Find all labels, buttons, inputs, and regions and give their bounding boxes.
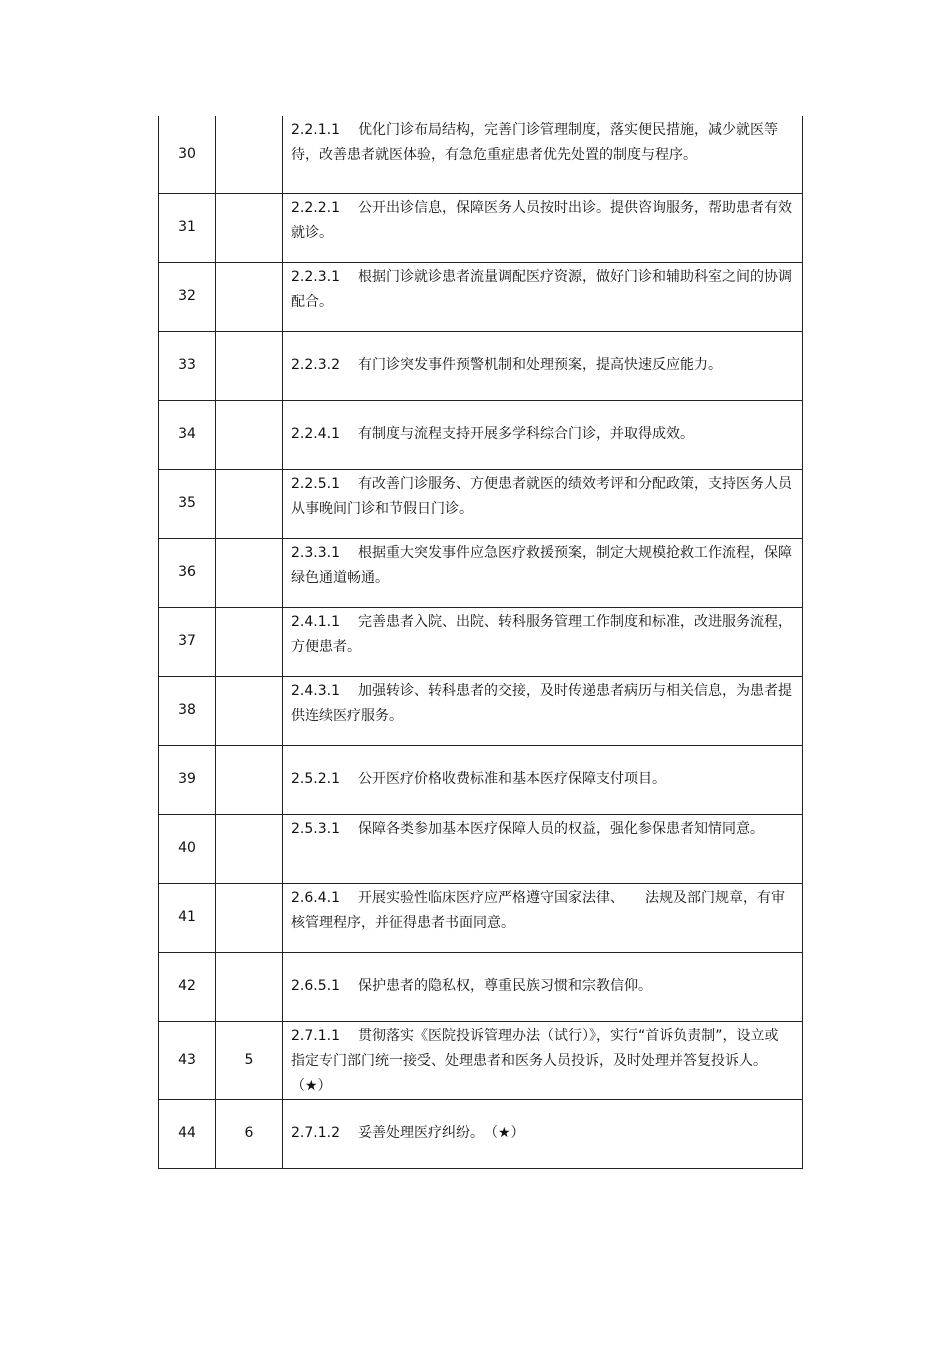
standard-cell [283,1021,803,1099]
standard-cell [283,193,803,262]
table-row [159,814,803,883]
core-item-number [216,676,283,745]
standard-text: 根据重大突发事件应急医疗救援预案，制定大规模抢救工作流程，保障绿色通道畅通。 [291,544,792,586]
row-number: 33 [159,331,216,400]
standard-code: 2.2.1.1 [291,122,340,138]
standard-code: 2.2.2.1 [291,199,340,216]
standard-code: 2.2.3.1 [291,268,340,285]
standard-text: 保护患者的隐私权，尊重民族习惯和宗教信仰。 [357,978,652,994]
standard-text: 完善患者入院、出院、转科服务管理工作制度和标准，改进服务流程，方便患者。 [291,613,792,655]
row-number: 34 [159,400,216,469]
row-number: 30 [159,116,216,193]
table-row [159,469,803,538]
standard-cell [283,952,803,1021]
standard-cell [283,607,803,676]
core-item-number [216,331,283,400]
row-number: 38 [159,676,216,745]
standard-cell [283,676,803,745]
table-row [159,607,803,676]
table-row [159,1099,803,1168]
standard-code: 2.2.5.1 [291,475,340,492]
row-number: 31 [159,193,216,262]
standard-code: 2.5.2.1 [291,771,340,787]
table-row [159,400,803,469]
row-number: 40 [159,814,216,883]
table-row [159,883,803,952]
standard-code: 2.6.5.1 [291,978,340,994]
standard-text: 保障各类参加基本医疗保障人员的权益，强化参保患者知情同意。 [357,820,764,837]
standard-cell [283,538,803,607]
core-item-number [216,400,283,469]
core-item-number [216,116,283,193]
standard-text: 有门诊突发事件预警机制和处理预案，提高快速反应能力。 [357,357,722,373]
standard-code: 2.2.4.1 [291,426,340,442]
standard-code: 2.3.3.1 [291,544,340,561]
core-item-number [216,883,283,952]
standard-text: 根据门诊就诊患者流量调配医疗资源，做好门诊和辅助科室之间的协调配合。 [291,268,792,310]
standard-cell [283,745,803,814]
row-number: 42 [159,952,216,1021]
table-row [159,1021,803,1099]
core-item-number [216,538,283,607]
standard-code: 2.4.3.1 [291,682,340,699]
core-item-number [216,262,283,331]
row-number: 35 [159,469,216,538]
standards-table [158,116,803,1169]
standard-cell [283,116,803,193]
standard-text: 有制度与流程支持开展多学科综合门诊，并取得成效。 [357,426,694,442]
core-item-number [216,607,283,676]
standard-code: 2.4.1.1 [291,613,340,630]
standard-text: 公开医疗价格收费标准和基本医疗保障支付项目。 [357,771,666,787]
table-body [159,116,803,1168]
standard-text: 贯彻落实《医院投诉管理办法（试行）》，实行“首诉负责制”，设立或指定专门部门统一接受、处理患者和医务人员投诉，及时处理并答复投诉人。（★） [291,1027,779,1094]
row-number: 41 [159,883,216,952]
core-item-number: 6 [216,1099,283,1168]
table-row [159,745,803,814]
standard-cell [283,469,803,538]
standard-text: 加强转诊、转科患者的交接，及时传递患者病历与相关信息，为患者提供连续医疗服务。 [291,682,792,724]
core-item-number [216,193,283,262]
standard-cell [283,331,803,400]
core-item-number [216,469,283,538]
row-number: 36 [159,538,216,607]
core-item-number [216,952,283,1021]
standard-code: 2.6.4.1 [291,889,340,906]
table-row [159,116,803,193]
table-row [159,952,803,1021]
row-number: 32 [159,262,216,331]
standard-cell [283,814,803,883]
table-row [159,262,803,331]
table-row [159,676,803,745]
standard-text: 妥善处理医疗纠纷。 （★） [357,1125,525,1141]
standard-text: 公开出诊信息，保障医务人员按时出诊。提供咨询服务，帮助患者有效就诊。 [291,199,792,241]
standard-cell [283,262,803,331]
table-row [159,538,803,607]
standard-cell [283,883,803,952]
core-item-number [216,745,283,814]
standard-code: 2.5.3.1 [291,820,340,837]
standard-cell [283,1099,803,1168]
standard-text: 开展实验性临床医疗应严格遵守国家法律、 法规及部门规章，有审核管理程序，并征得患者书面同意。 [291,889,785,931]
core-item-number [216,814,283,883]
row-number: 43 [159,1021,216,1099]
standard-code: 2.7.1.2 [291,1125,340,1141]
row-number: 44 [159,1099,216,1168]
standard-text: 有改善门诊服务、方便患者就医的绩效考评和分配政策，支持医务人员从事晚间门诊和节假日门诊。 [291,475,792,517]
row-number: 37 [159,607,216,676]
standard-code: 2.2.3.2 [291,357,340,373]
row-number: 39 [159,745,216,814]
standard-text: 优化门诊布局结构，完善门诊管理制度，落实便民措施，减少就医等待，改善患者就医体验，有急危重症患者优先处置的制度与程序。 [291,122,778,163]
standard-cell [283,400,803,469]
standard-code: 2.7.1.1 [291,1027,340,1044]
table-row [159,193,803,262]
table-row [159,331,803,400]
core-item-number: 5 [216,1021,283,1099]
